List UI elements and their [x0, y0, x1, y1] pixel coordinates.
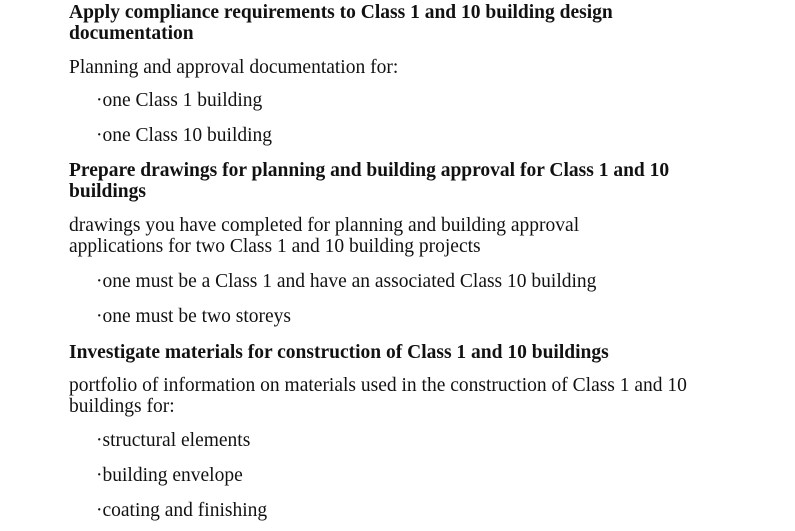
list-item: ·building envelope	[96, 465, 243, 486]
list-item: ·one Class 1 building	[96, 90, 263, 111]
section-intro: portfolio of information on materials used in the construction of Class 1 and 10 buildings for:	[69, 375, 687, 417]
list-item: ·one must be a Class 1 and have an associated Class 10 building	[96, 271, 597, 292]
list-item: ·one Class 10 building	[96, 125, 273, 146]
list-item: ·coating and finishing	[96, 500, 268, 521]
section-heading: Prepare drawings for planning and building approval for Class 1 and 10 buildings	[69, 160, 670, 202]
section-heading: Apply compliance requirements to Class 1 and 10 building design documentation	[69, 2, 613, 44]
section-intro: drawings you have completed for planning and building approval applications for two Class 1 and 10 building projects	[69, 215, 580, 257]
list-item: ·one must be two storeys	[96, 306, 291, 327]
section-heading: Investigate materials for construction of Class 1 and 10 buildings	[69, 342, 609, 363]
section-intro: Planning and approval documentation for:	[69, 57, 399, 78]
list-item: ·structural elements	[96, 430, 251, 451]
